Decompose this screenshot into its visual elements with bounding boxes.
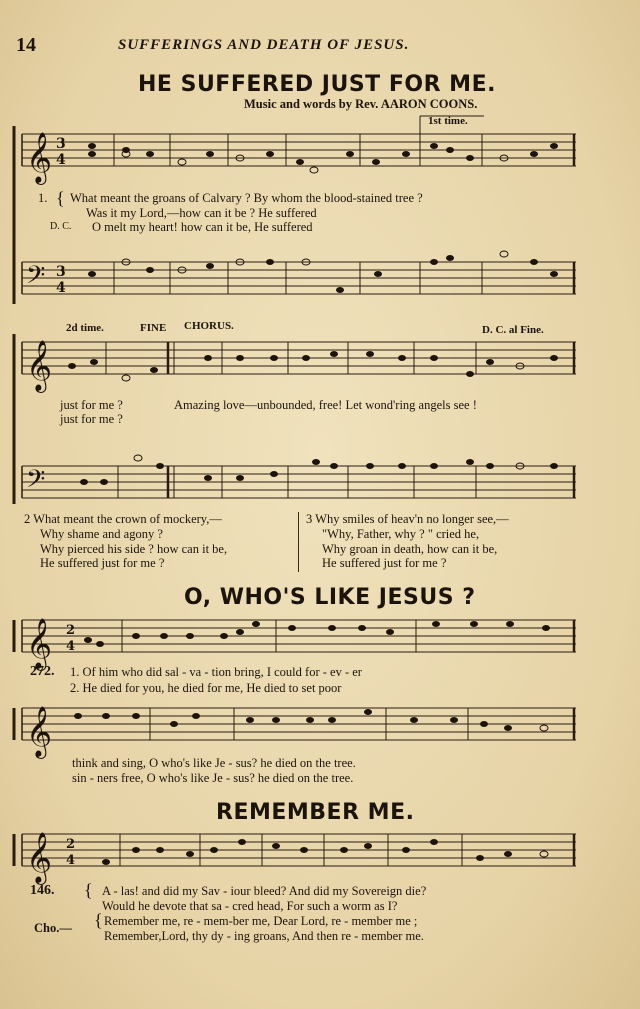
hymn2-number: 272. (30, 664, 55, 679)
hymn2-staff-2 (14, 700, 580, 757)
hymn3-lyric-line2: Would he devote that sa - cred head, For such a worm as I? (102, 899, 398, 913)
svg-text:4: 4 (66, 853, 76, 868)
svg-text:4: 4 (56, 280, 66, 296)
svg-text:4: 4 (56, 152, 66, 168)
dc-al-fine-mark: D. C. al Fine. (482, 324, 544, 336)
hymn1-treble-staff-1 (14, 126, 580, 196)
hymn1-chorus-line: Amazing love—unbounded, free! Let wond'ring angels see ! (174, 398, 477, 412)
svg-text:𝄢: 𝄢 (26, 465, 46, 500)
hymn3-chorus-line1: Remember me, re - mem-ber me, Dear Lord, re - member me ; (104, 914, 418, 928)
hymn1-end-line1: just for me ? (60, 398, 123, 412)
svg-text:𝄞: 𝄞 (26, 706, 53, 757)
verse-number: 1. (38, 191, 48, 205)
verse-2-line: 2 What meant the crown of mockery,— (24, 512, 222, 526)
hymn1-lyric-line2: Was it my Lord,—how can it be ? He suffered (86, 206, 317, 220)
brace: { (84, 880, 93, 900)
svg-text:4: 4 (66, 639, 76, 654)
hymn3-lyric-line1: A - las! and did my Sav - iour bleed? And did my Sovereign die? (102, 884, 427, 898)
hymn3-chorus-label: Cho.— (34, 921, 72, 935)
hymn1-credit: Music and words by Rev. AARON COONS. (244, 97, 478, 111)
svg-text:2: 2 (66, 837, 76, 852)
verse-divider (298, 512, 299, 572)
fine-mark: FINE (140, 322, 167, 334)
brace: { (94, 910, 103, 930)
svg-text:𝄞: 𝄞 (26, 132, 53, 183)
svg-text:3: 3 (56, 264, 66, 280)
hymn1-lyric-line3: O melt my heart! how can it be, He suffered (92, 220, 313, 234)
hymn2-lyric-line3: think and sing, O who's like Je - sus? he died on the tree. (72, 756, 356, 770)
brace: { (56, 188, 65, 208)
verse-2-line: He suffered just for me ? (40, 556, 165, 571)
verse-3-line: "Why, Father, why ? " cried he, (322, 526, 480, 541)
hymn2-lyric-line1: 1. Of him who did sal - va - tion bring, I could for - ev - er (70, 665, 362, 679)
svg-text:𝄞: 𝄞 (26, 340, 53, 391)
hymn1-bass-staff-1 (14, 254, 580, 304)
hymn1-bass-staff-2 (14, 458, 580, 508)
hymn1-title: HE SUFFERED JUST FOR ME. (138, 72, 496, 97)
hymn1-end-line2: just for me ? (60, 412, 123, 426)
hymn2-staff-1 (14, 612, 580, 669)
svg-text:2: 2 (66, 623, 76, 638)
hymn2-lyric-line2: 2. He died for you, he died for me, He died to set poor (70, 681, 342, 695)
dc-prefix: D. C. (50, 221, 72, 232)
svg-text:𝄞: 𝄞 (26, 832, 53, 883)
second-time-mark: 2d time. (66, 322, 104, 334)
hymn2-title: O, WHO'S LIKE JESUS ? (184, 585, 476, 610)
verse-3 (306, 512, 509, 571)
verse-3-line: 3 Why smiles of heav'n no longer see,— (306, 512, 509, 526)
verse-3-line: Why groan in death, how can it be, (322, 541, 498, 556)
hymn3-title: REMEMBER ME. (216, 800, 415, 825)
hymn3-staff (14, 826, 580, 883)
hymn1-lyric-line1: What meant the groans of Calvary ? By whom the blood-stained tree ? (70, 191, 423, 205)
page-number: 14 (16, 34, 36, 56)
svg-text:3: 3 (56, 136, 66, 152)
hymn3-number: 146. (30, 883, 55, 898)
svg-text:𝄢: 𝄢 (26, 261, 46, 296)
running-head: SUFFERINGS AND DEATH OF JESUS. (118, 37, 410, 53)
chorus-mark: CHORUS. (184, 320, 234, 332)
verse-2-line: Why pierced his side ? how can it be, (40, 541, 228, 556)
svg-text:𝄞: 𝄞 (26, 618, 53, 669)
hymn3-chorus-line2: Remember,Lord, thy dy - ing groans, And then re - member me. (104, 929, 424, 943)
hymn2-lyric-line4: sin - ners free, O who's like Je - sus? he died on the tree. (72, 771, 354, 785)
first-time-mark: 1st time. (428, 115, 468, 127)
verse-2 (24, 512, 227, 571)
verse-2-line: Why shame and agony ? (40, 526, 163, 541)
verse-3-line: He suffered just for me ? (322, 556, 447, 571)
